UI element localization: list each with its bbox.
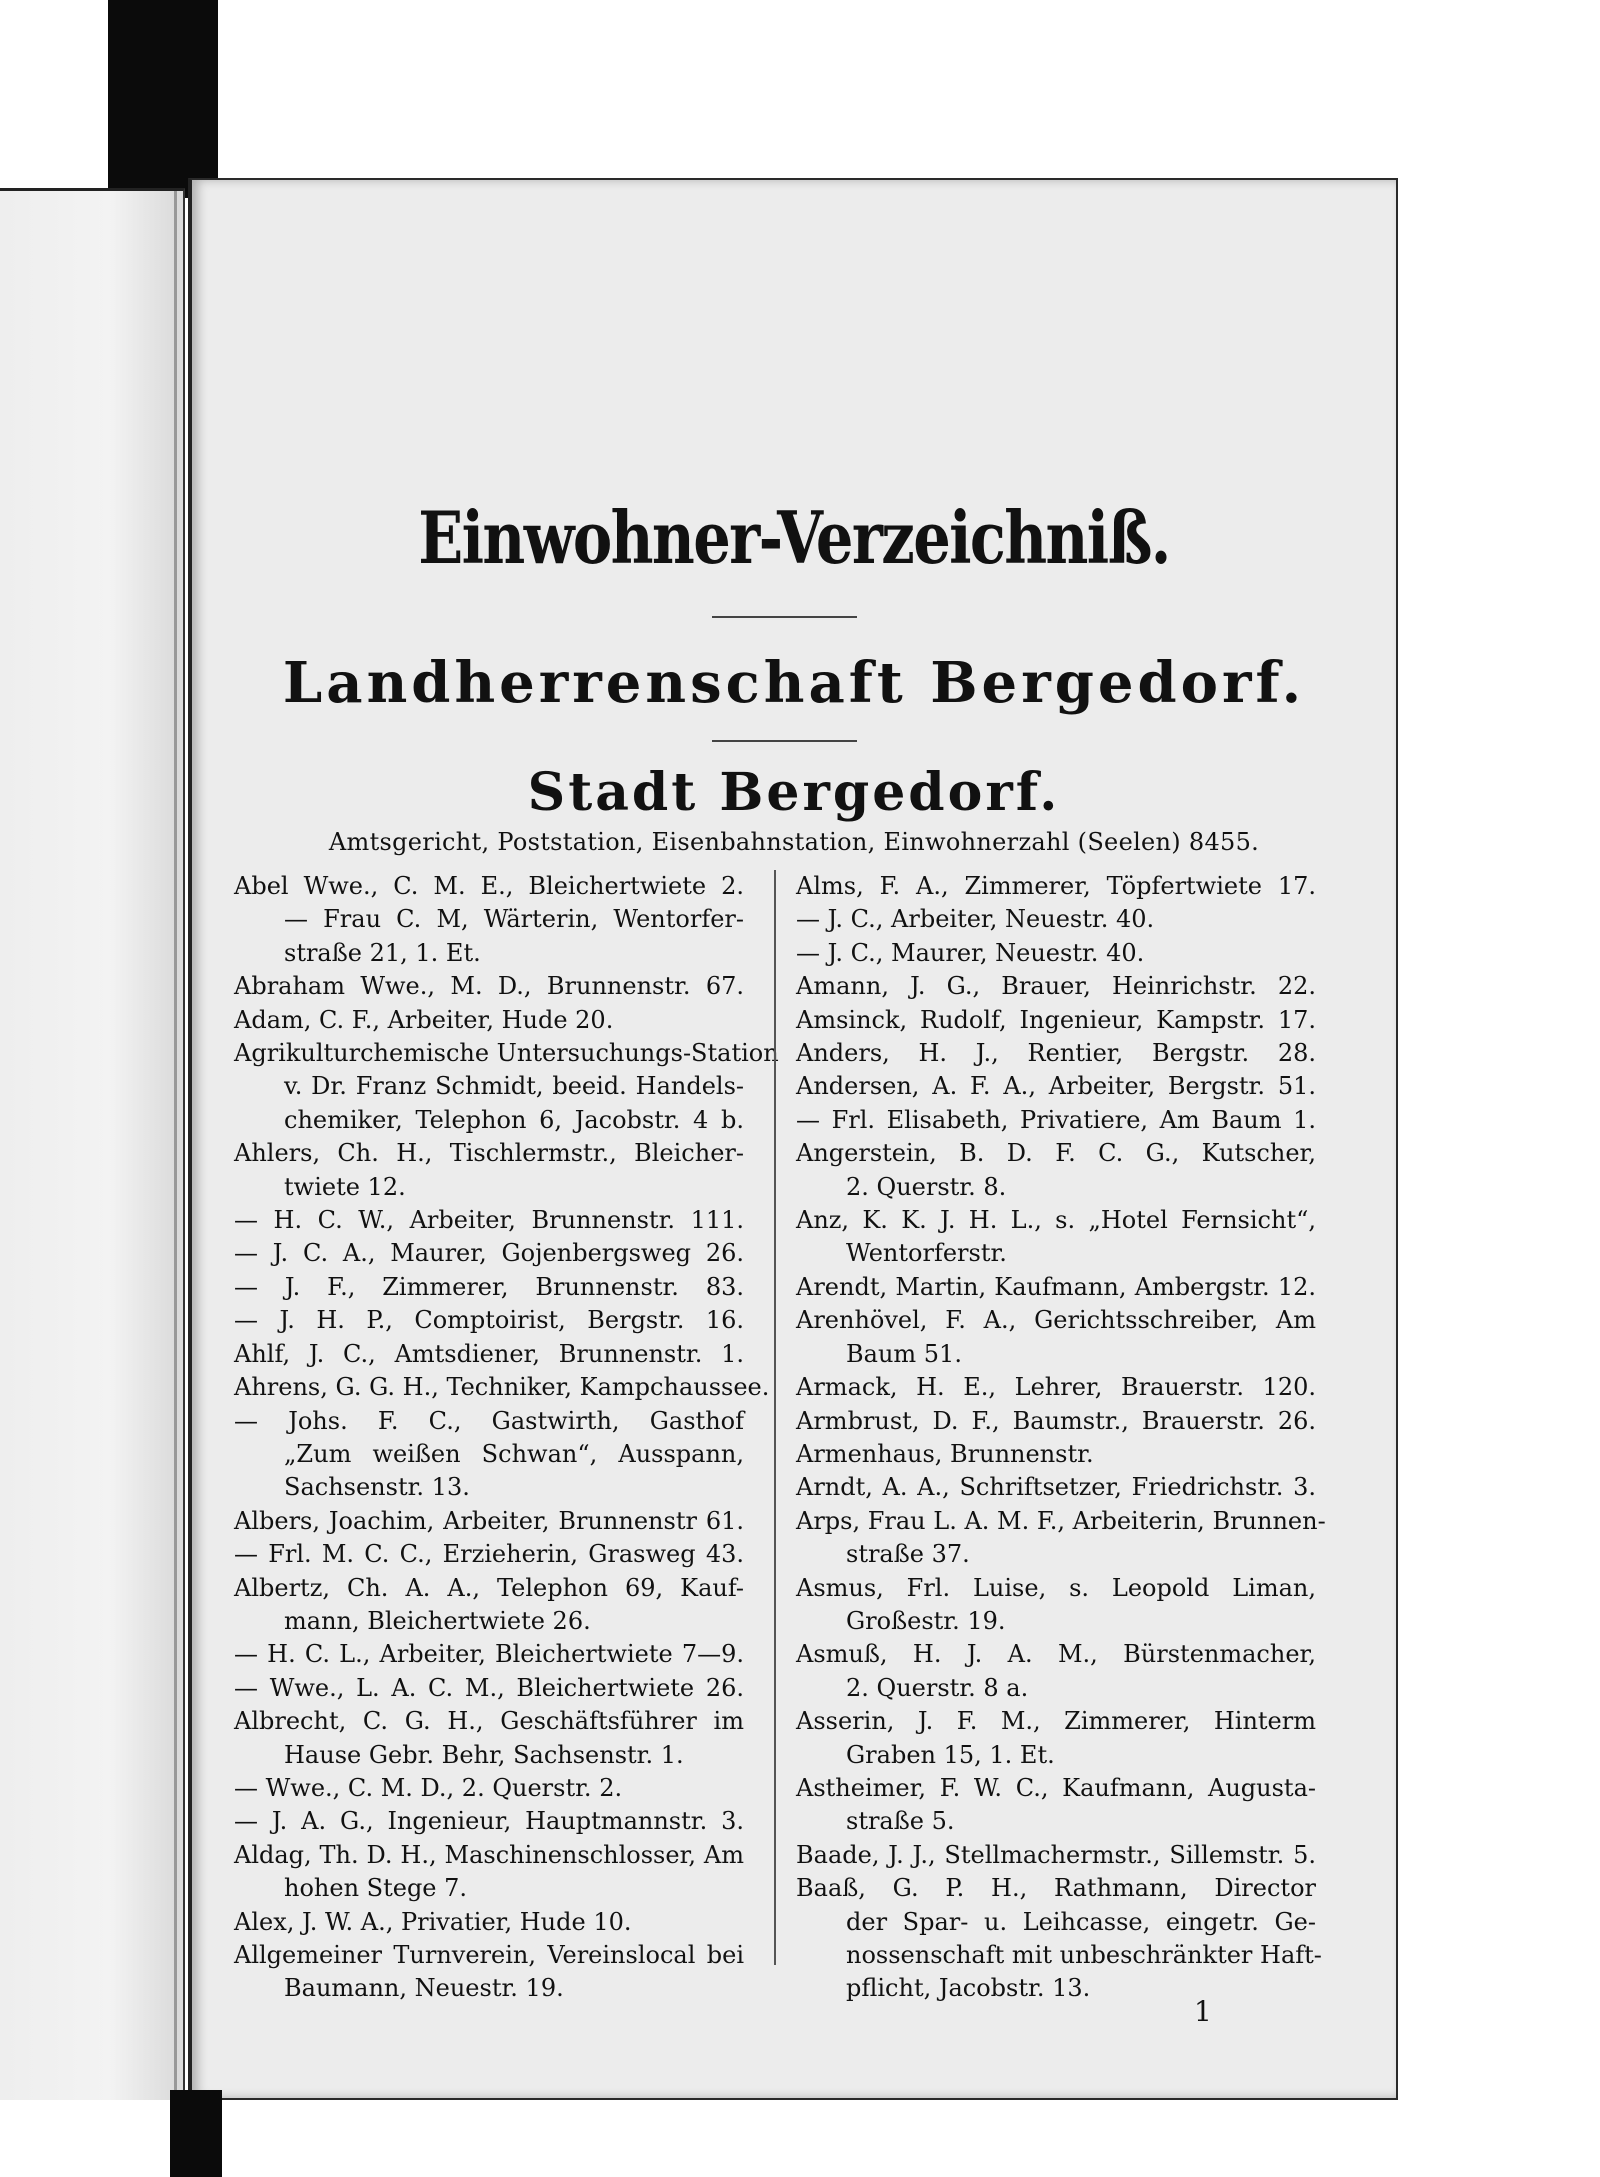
district-divider	[712, 740, 857, 742]
list-item: Wentorferstr.	[846, 1239, 1007, 1268]
list-item: Ahlers, Ch. H., Tischlermstr., Bleicher-	[234, 1139, 744, 1168]
list-item: — J. C., Maurer, Neuestr. 40.	[796, 938, 1145, 967]
left-column	[234, 870, 779, 2006]
list-item: — Johs. F. C., Gastwirth, Gasthof	[234, 1406, 744, 1435]
list-item: Arenhövel, F. A., Gerichtsschreiber, Am	[796, 1306, 1316, 1335]
list-item: Albrecht, C. G. H., Geschäftsführer im	[234, 1707, 744, 1736]
list-item: Anz, K. K. J. H. L., s. „Hotel Fernsicht“,	[796, 1206, 1316, 1235]
list-item: straße 5.	[846, 1807, 955, 1836]
list-item: Angerstein, B. D. F. C. G., Kutscher,	[796, 1139, 1316, 1168]
list-item: Amsinck, Rudolf, Ingenieur, Kampstr. 17.	[796, 1005, 1316, 1034]
list-item: Andersen, A. F. A., Arbeiter, Bergstr. 51.	[796, 1072, 1316, 1101]
list-item: Albers, Joachim, Arbeiter, Brunnenstr 61.	[234, 1506, 744, 1535]
list-item: straße 21, 1. Et.	[284, 938, 481, 967]
list-item: Alex, J. W. A., Privatier, Hude 10.	[234, 1907, 632, 1936]
list-item: nossenschaft mit unbeschränkter Haft-	[846, 1941, 1322, 1969]
list-item: 2. Querstr. 8 a.	[846, 1673, 1029, 1702]
list-item: — H. C. W., Arbeiter, Brunnenstr. 111.	[234, 1206, 744, 1235]
list-item: pflicht, Jacobstr. 13.	[846, 1974, 1091, 2003]
list-item: Großestr. 19.	[846, 1606, 1006, 1635]
directory-page	[188, 178, 1398, 2100]
right-column	[796, 870, 1326, 2006]
page-number: 1	[1194, 1995, 1212, 2028]
list-item: Ahrens, G. G. H., Techniker, Kampchaussee.	[234, 1373, 770, 1402]
list-item: Arendt, Martin, Kaufmann, Ambergstr. 12.	[796, 1272, 1316, 1301]
list-item: Astheimer, F. W. C., Kaufmann, Augusta-	[796, 1773, 1316, 1802]
facing-page-edge	[0, 188, 185, 2100]
list-item: Baaß, G. P. H., Rathmann, Director	[796, 1874, 1316, 1903]
list-item: Alms, F. A., Zimmerer, Töpfertwiete 17.	[796, 872, 1316, 900]
list-item: — J. A. G., Ingenieur, Hauptmannstr. 3.	[234, 1807, 744, 1836]
list-item: Abraham Wwe., M. D., Brunnenstr. 67.	[234, 972, 744, 1001]
list-item: — Frau C. M, Wärterin, Wentorfer-	[284, 905, 744, 934]
list-item: Asserin, J. F. M., Zimmerer, Hinterm	[796, 1707, 1316, 1736]
title-divider	[712, 616, 857, 618]
list-item: Baade, J. J., Stellmachermstr., Sillemstr. 5.	[796, 1840, 1316, 1869]
binder-clip-top	[108, 0, 218, 198]
list-item: chemiker, Telephon 6, Jacobstr. 4 b.	[284, 1105, 744, 1134]
list-item: — J. H. P., Comptoirist, Bergstr. 16.	[234, 1306, 744, 1335]
list-item: — H. C. L., Arbeiter, Bleichertwiete 7—9.	[234, 1640, 744, 1669]
list-item: — Frl. M. C. C., Erzieherin, Grasweg 43.	[234, 1540, 744, 1569]
page-title: Einwohner-Verzeichniß.	[418, 495, 1170, 580]
list-item: — J. C. A., Maurer, Gojenbergsweg 26.	[234, 1239, 744, 1268]
town-info-line: Amtsgericht, Poststation, Eisenbahnstation, Einwohnerzahl (Seelen) 8455.	[328, 828, 1260, 856]
list-item: Armenhaus, Brunnenstr.	[796, 1439, 1094, 1468]
list-item: Anders, H. J., Rentier, Bergstr. 28.	[796, 1039, 1316, 1068]
list-item: der Spar- u. Leihcasse, eingetr. Ge-	[846, 1907, 1316, 1936]
list-item: Asmuß, H. J. A. M., Bürstenmacher,	[796, 1640, 1316, 1669]
list-item: Sachsenstr. 13.	[284, 1473, 470, 1502]
list-item: — J. C., Arbeiter, Neuestr. 40.	[796, 905, 1155, 934]
list-item: Armbrust, D. F., Baumstr., Brauerstr. 26.	[796, 1406, 1316, 1435]
column-divider	[774, 870, 776, 1965]
list-item: Hause Gebr. Behr, Sachsenstr. 1.	[284, 1740, 684, 1769]
list-item: Arps, Frau L. A. M. F., Arbeiterin, Brunnen-	[796, 1506, 1326, 1535]
list-item: — J. F., Zimmerer, Brunnenstr. 83.	[234, 1272, 744, 1301]
list-item: Ahlf, J. C., Amtsdiener, Brunnenstr. 1.	[234, 1339, 744, 1368]
list-item: straße 37.	[846, 1540, 970, 1569]
binder-clip-bottom	[170, 2090, 222, 2177]
list-item: Graben 15, 1. Et.	[846, 1740, 1055, 1769]
list-item: — Wwe., L. A. C. M., Bleichertwiete 26.	[234, 1673, 744, 1702]
list-item: Arndt, A. A., Schriftsetzer, Friedrichstr. 3.	[796, 1473, 1316, 1502]
list-item: hohen Stege 7.	[284, 1874, 468, 1903]
list-item: Albertz, Ch. A. A., Telephon 69, Kauf-	[234, 1573, 744, 1602]
list-item: Agrikulturchemische Untersuchungs-Station	[234, 1039, 779, 1068]
list-item: Armack, H. E., Lehrer, Brauerstr. 120.	[796, 1373, 1316, 1402]
list-item: Abel Wwe., C. M. E., Bleichertwiete 2.	[234, 872, 744, 900]
list-item: twiete 12.	[284, 1172, 406, 1201]
list-item: Asmus, Frl. Luise, s. Leopold Liman,	[796, 1573, 1316, 1602]
list-item: Baum 51.	[846, 1339, 962, 1368]
town-heading: Stadt Bergedorf.	[527, 762, 1061, 823]
district-heading: Landherrenschaft Bergedorf.	[282, 650, 1306, 716]
list-item: Adam, C. F., Arbeiter, Hude 20.	[234, 1005, 614, 1034]
list-item: Baumann, Neuestr. 19.	[284, 1974, 564, 2003]
list-item: „Zum weißen Schwan“, Ausspann,	[284, 1439, 744, 1468]
list-item: Allgemeiner Turnverein, Vereinslocal bei	[234, 1941, 744, 1969]
list-item: 2. Querstr. 8.	[846, 1172, 1007, 1201]
list-item: v. Dr. Franz Schmidt, beeid. Handels-	[284, 1072, 744, 1101]
list-item: Amann, J. G., Brauer, Heinrichstr. 22.	[796, 972, 1316, 1001]
list-item: Aldag, Th. D. H., Maschinenschlosser, Am	[234, 1840, 744, 1869]
list-item: — Frl. Elisabeth, Privatiere, Am Baum 1.	[796, 1105, 1316, 1134]
list-item: mann, Bleichertwiete 26.	[284, 1606, 591, 1635]
list-item: — Wwe., C. M. D., 2. Querstr. 2.	[234, 1773, 623, 1802]
